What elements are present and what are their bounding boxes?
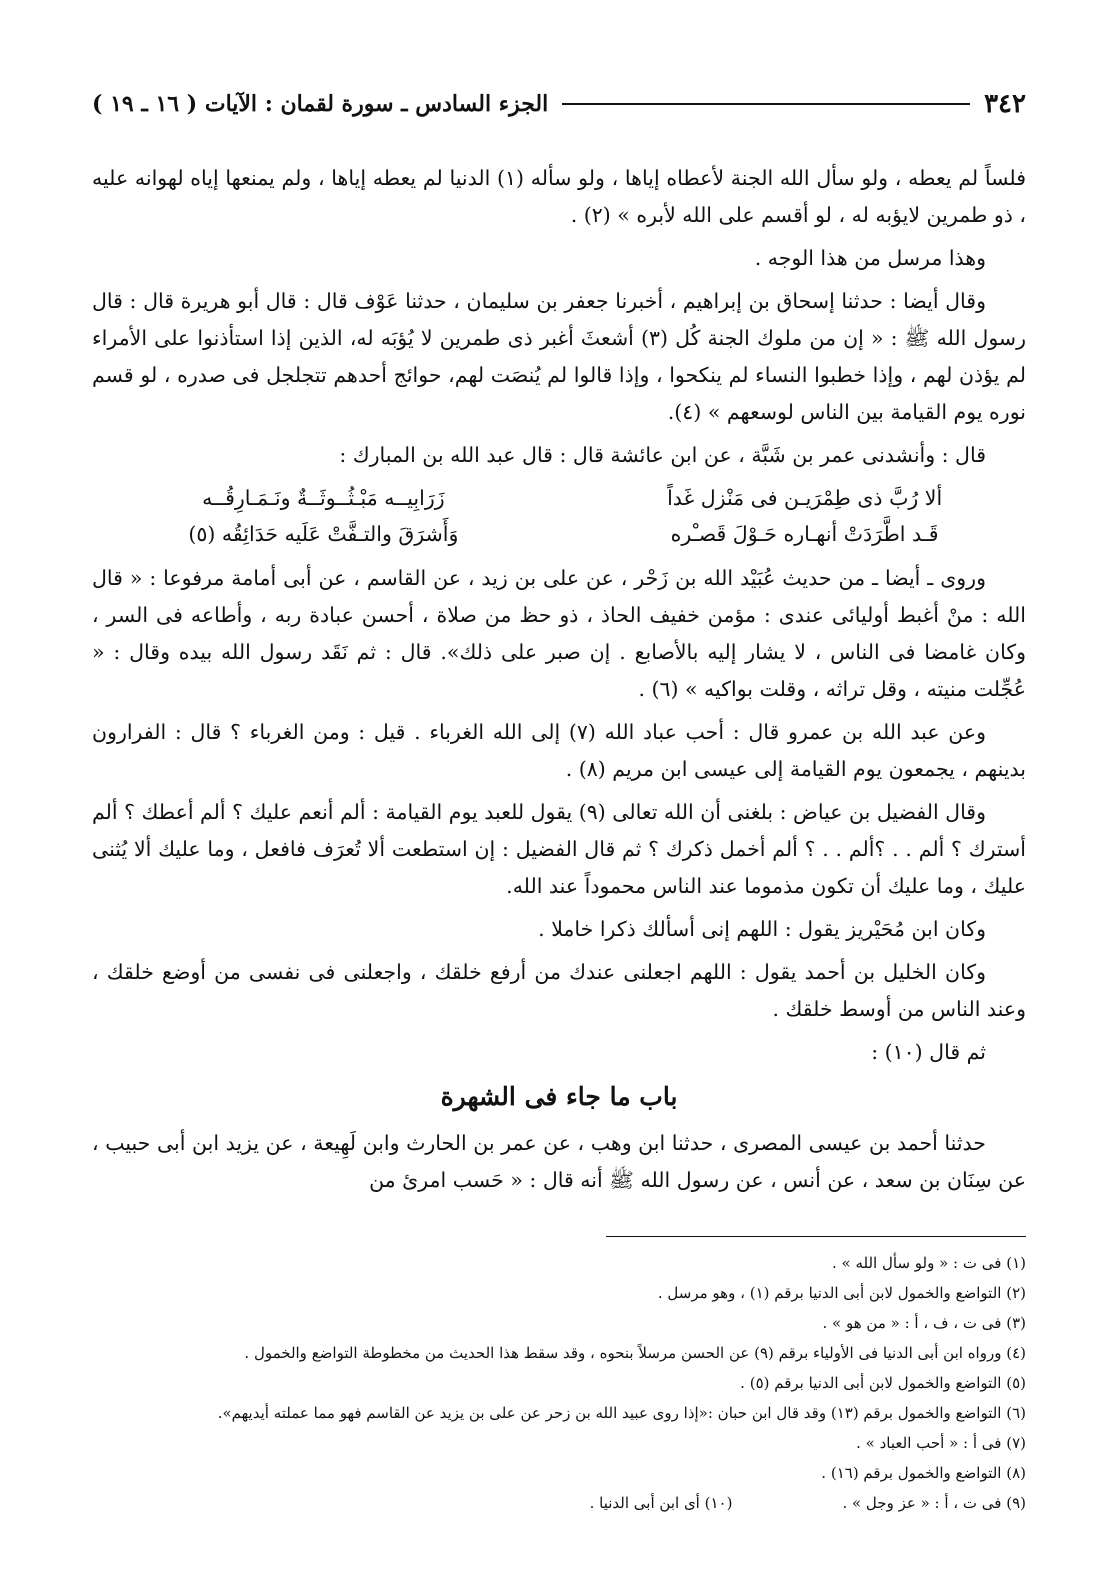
footnote-row	[92, 1488, 1026, 1518]
poem-hemistich: وَأَشرَقَ والتـفَّتْ عَلَيه حَدَائِقُه (٥)	[188, 522, 459, 546]
header-title: الجزء السادس ـ سورة لقمان : الآيات ( ١٦ ـ ١٩ )	[92, 91, 549, 117]
poem-hemistich: ألا رُبَّ ذى طِمْرَيـن فى مَنْزل غَداً	[667, 486, 943, 510]
poem-hemistich: زَرَابِيــه مَبْـثُــوثَــةٌ ونَـمَـارِقُــه	[202, 486, 445, 510]
poem-line-2	[92, 516, 1026, 552]
footnote: (٧) فى أ : « أحب العباد » .	[856, 1434, 1026, 1452]
footnote: (٤) ورواه ابن أبى الدنيا فى الأولياء برقم (٩) عن الحسن مرسلاً بنحوه ، وقد سقط هذا الحديث من مخطوطة التواضع والخمول .	[244, 1344, 1026, 1362]
footnote: (٦) التواضع والخمول برقم (١٣) وقد قال ابن حبان :«إذا روى عبيد الله بن زحر عن على بن يزيد عن القاسم فهو مما عملته أيديهم».	[217, 1404, 1026, 1422]
footnote: (٨) التواضع والخمول برقم (١٦) .	[821, 1464, 1026, 1482]
footnote: (٢) التواضع والخمول لابن أبى الدنيا برقم (١) ، وهو مرسل .	[657, 1284, 1026, 1302]
header-rule	[562, 103, 970, 105]
paragraph-9: وكان الخليل بن أحمد يقول : اللهم اجعلنى عندك من أرفع خلقك ، واجعلنى فى نفسى من أوضع خلقك ، وعند الناس من أوسط خلقك .	[92, 960, 1026, 1021]
page-number: ٣٤٢	[984, 89, 1026, 119]
running-header	[92, 84, 1026, 124]
paragraph-2: وهذا مرسل من هذا الوجه .	[754, 246, 986, 270]
paragraph-3: وقال أيضا : حدثنا إسحاق بن إبراهيم ، أخبرنا جعفر بن سليمان ، حدثنا عَوْف قال : قال أبو هريرة قال : قال رسول الله ﷺ : « إن من ملوك الجنة كُل (٣) أشعثَ أغبر ذى طمرين لا يُؤبَه له، الذين إذا استأذنوا على الأمراء لم يؤذن لهم ، وإذا خطبوا النساء لم ينكحوا ، وإذا قالوا لم يُنصَت لهم، حوائج أحدهم تتجلجل فى صدره ، لو قسم نوره يوم القيامة بين الناس لوسعهم » (٤).	[92, 289, 1026, 424]
paragraph-4: قال : وأنشدنى عمر بن شَبَّة ، عن ابن عائشة قال : قال عبد الله بن المبارك :	[339, 443, 986, 467]
footnote: (١) فى ت : « ولو سأل الله » .	[831, 1254, 1026, 1272]
paragraph-7: وقال الفضيل بن عياض : بلغنى أن الله تعالى (٩) يقول للعبد يوم القيامة : ألم أنعم عليك ؟ ألم أعطك ؟ ألم أسترك ؟ ألم . . ؟ألم . . ؟ ألم أخمل ذكرك ؟ ثم قال الفضيل : إن استطعت ألا تُعرَف فافعل ، وما عليك ألا يُثنى عليك ، وما عليك أن تكون مذموما عند الناس محموداً عند الله.	[92, 800, 1026, 898]
poem-line-1	[92, 480, 1026, 516]
paragraph-1: فلساً لم يعطه ، ولو سأل الله الجنة لأعطاه إياها ، ولو سأله (١) الدنيا لم يعطه إياها ، ولم يمنعها إياه لهوانه عليه ، ذو طمرين لايؤبه له ، لو أقسم على الله لأبره » (٢) .	[92, 166, 1026, 227]
section-heading: باب ما جاء فى الشهرة	[440, 1082, 678, 1111]
poem-hemistich: قَـد اطَّرَدَتْ أنهـاره حَـوْلَ قَصـْره	[670, 522, 939, 546]
footnote: (٥) التواضع والخمول لابن أبى الدنيا برقم (٥) .	[740, 1374, 1026, 1392]
footnotes	[92, 1248, 1026, 1518]
paragraph-6: وعن عبد الله بن عمرو قال : أحب عباد الله (٧) إلى الله الغرباء . قيل : ومن الغرباء ؟ قال : الفرارون بدينهم ، يجمعون يوم القيامة إلى عيسى ابن مريم (٨) .	[92, 720, 1026, 781]
paragraph-5: وروى ـ أيضا ـ من حديث عُبَيْد الله بن زَحْر ، عن على بن زيد ، عن القاسم ، عن أبى أمامة مرفوعا : « قال الله : منْ أغبط أوليائى عندى : مؤمن خفيف الحاذ ، ذو حظ من صلاة ، أحسن عبادة ربه ، وأطاعه فى السر ، وكان غامضا فى الناس ، لا يشار إليه بالأصابع . إن صبر على ذلك». قال : ثم نَقَد رسول الله بيده وقال : « عُجِّلت منيته ، وقل تراثه ، وقلت بواكيه » (٦) .	[92, 566, 1026, 701]
paragraph-11: حدثنا أحمد بن عيسى المصرى ، حدثنا ابن وهب ، عن عمر بن الحارث وابن لَهِيعة ، عن يزيد ابن أبى حبيب ، عن سِنَان بن سعد ، عن أنس ، عن رسول الله ﷺ أنه قال : « حَسب امرئ من	[92, 1131, 1026, 1192]
footnote: (٩) فى ت ، أ : « عز وجل » .	[842, 1494, 1026, 1512]
footnote: (١٠) أى ابن أبى الدنيا .	[589, 1494, 733, 1512]
paragraph-10: ثم قال (١٠) :	[871, 1040, 986, 1064]
poem	[92, 480, 1026, 552]
main-text	[92, 160, 1026, 1205]
footnote-rule	[606, 1236, 1026, 1237]
paragraph-8: وكان ابن مُحَيْريز يقول : اللهم إنى أسألك ذكرا خاملا .	[538, 917, 986, 941]
footnote: (٣) فى ت ، ف ، أ : « من هو » .	[822, 1314, 1026, 1332]
